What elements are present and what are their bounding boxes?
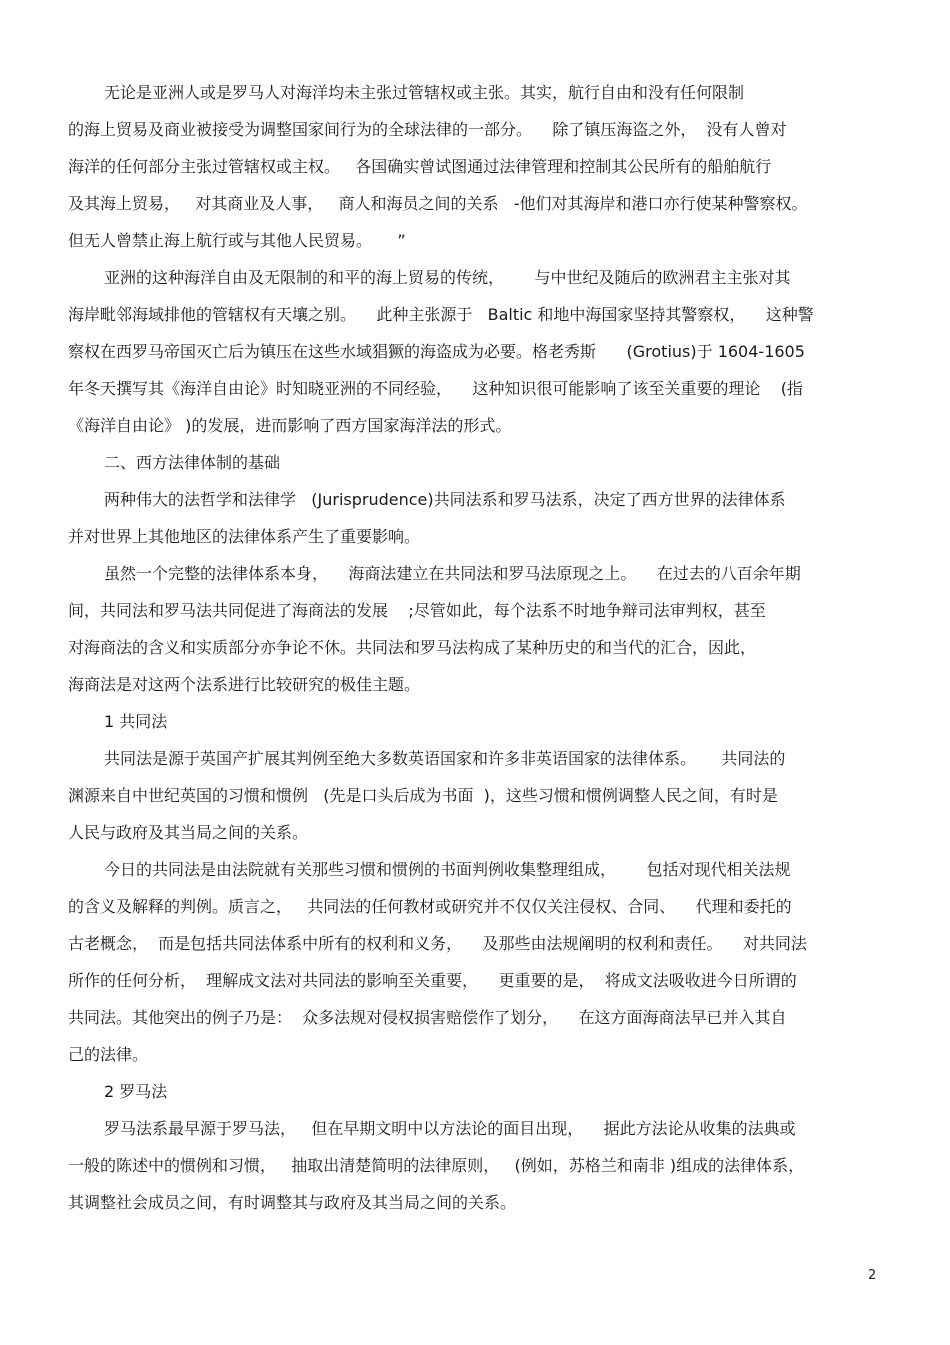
text-line: 海商法是对这两个法系进行比较研究的极佳主题。 [68, 675, 421, 694]
text-line: 2 罗马法 [104, 1082, 168, 1101]
text-line: 己的法律。 [68, 1045, 149, 1064]
text-line: 的海上贸易及商业被接受为调整国家间行为的全球法律的一部分。 除了镇压海盗之外， 没有人曾对 [68, 120, 787, 139]
text-line: 两种伟大的法哲学和法律学 (Jurisprudence)共同法系和罗马法系，决定了西方世界的法律体系 [104, 490, 786, 509]
text-line: 察权在西罗马帝国灭亡后为镇压在这些水域猖獗的海盗成为必要。格老秀斯 (Grotius)于 1604-1605 [68, 342, 805, 361]
text-line: 共同法是源于英国产扩展其判例至绝大多数英语国家和许多非英语国家的法律体系。 共同法的 [104, 749, 786, 768]
text-line: 人民与政府及其当局之间的关系。 [68, 823, 309, 842]
text-line: 二、西方法律体制的基础 [104, 453, 281, 472]
text-line: 渊源来自中世纪英国的习惯和惯例 (先是口头后成为书面 )，这些习惯和惯例调整人民之间，有时是 [68, 786, 778, 805]
text-line: 虽然一个完整的法律体系本身， 海商法建立在共同法和罗马法原现之上。 在过去的八百余年期 [104, 564, 801, 583]
text-line: 并对世界上其他地区的法律体系产生了重要影响。 [68, 527, 421, 546]
text-line: 一般的陈述中的惯例和习惯， 抽取出清楚简明的法律原则， (例如，苏格兰和南非 )组成的法律体系， [68, 1156, 805, 1175]
text-line: 对海商法的含义和实质部分亦争论不休。共同法和罗马法构成了某种历史的和当代的汇合，因此， [68, 638, 757, 657]
text-line: 的含义及解释的判例。质言之， 共同法的任何教材或研究并不仅仅关注侵权、合同、 代理和委托的 [68, 897, 792, 916]
text-line: 1 共同法 [104, 712, 168, 731]
text-line: 古老概念， 而是包括共同法体系中所有的权利和义务， 及那些由法规阐明的权利和责任。 对共同法 [68, 934, 807, 953]
text-line: 间，共同法和罗马法共同促进了海商法的发展 ;尽管如此，每个法系不时地争辩司法审判权，甚至 [68, 601, 766, 620]
page-number: 2 [868, 1268, 877, 1283]
text-line: 《海洋自由论》 )的发展，进而影响了西方国家海洋法的形式。 [68, 416, 512, 435]
text-line: 今日的共同法是由法院就有关那些习惯和惯例的书面判例收集整理组成， 包括对现代相关法规 [104, 860, 791, 879]
text-line: 罗马法系最早源于罗马法， 但在早期文明中以方法论的面目出现， 据此方法论从收集的法典或 [104, 1119, 796, 1138]
text-line: 年冬天撰写其《海洋自由论》时知晓亚洲的不同经验， 这种知识很可能影响了该至关重要的理论 (指 [68, 379, 803, 398]
text-line: 亚洲的这种海洋自由及无限制的和平的海上贸易的传统， 与中世纪及随后的欧洲君主主张对其 [104, 268, 791, 287]
text-line: 及其海上贸易， 对其商业及人事， 商人和海员之间的关系 -他们对其海岸和港口亦行使某种警察权。 [68, 194, 808, 213]
text-line: 海岸毗邻海域排他的管辖权有天壤之别。 此种主张源于 Baltic 和地中海国家坚持其警察权， 这种警 [68, 305, 814, 324]
text-line: 所作的任何分析， 理解成文法对共同法的影响至关重要， 更重要的是， 将成文法吸收进今日所谓的 [68, 971, 797, 990]
text-line: 其调整社会成员之间，有时调整其与政府及其当局之间的关系。 [68, 1193, 517, 1212]
text-line: 但无人曾禁止海上航行或与其他人民贸易。 ” [68, 231, 406, 250]
text-line: 海洋的任何部分主张过管辖权或主权。 各国确实曾试图通过法律管理和控制其公民所有的船舶航行 [68, 157, 772, 176]
text-line: 共同法。其他突出的例子乃是： 众多法规对侵权损害赔偿作了划分， 在这方面海商法早已并入其自 [68, 1008, 787, 1027]
text-line: 无论是亚洲人或是罗马人对海洋均未主张过管辖权或主张。其实，航行自由和没有任何限制 [104, 83, 745, 102]
body-text [68, 74, 882, 1221]
